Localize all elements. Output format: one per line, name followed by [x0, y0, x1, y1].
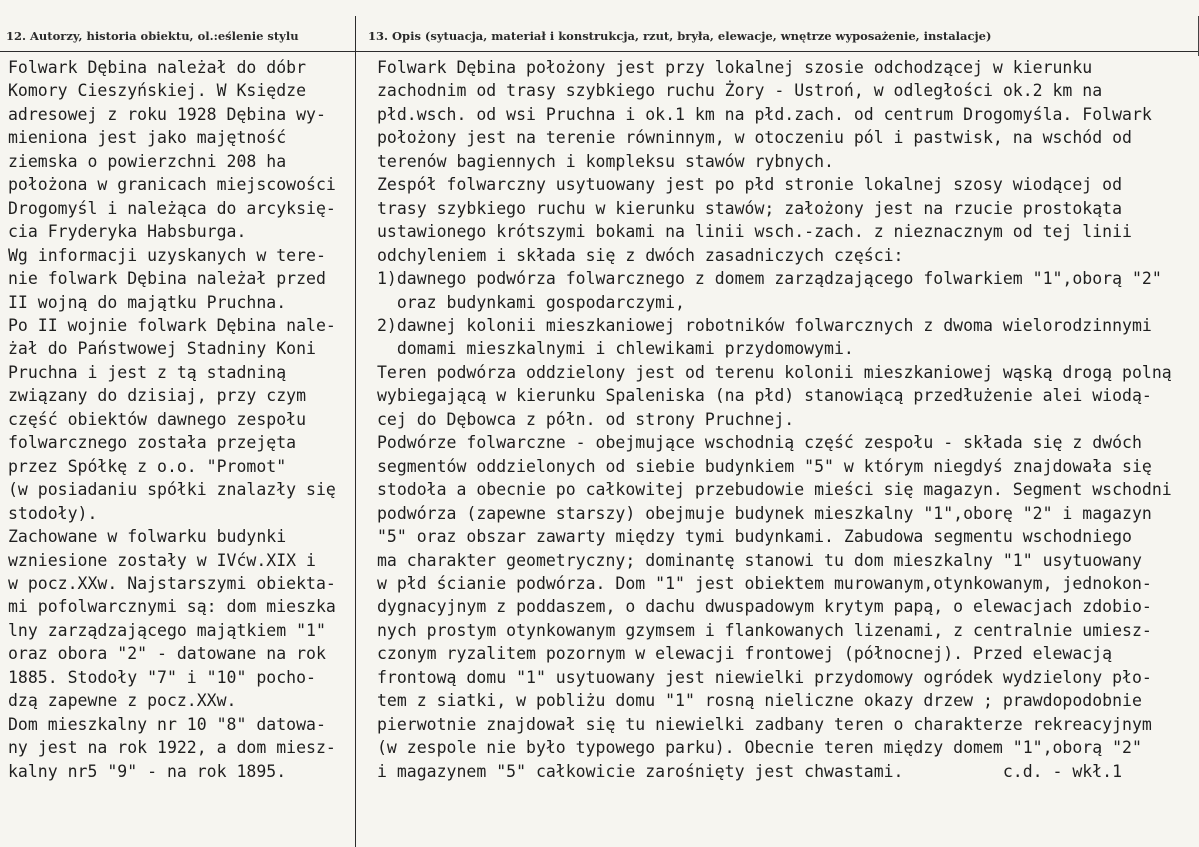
description-line: tem z siatki, w pobliżu domu "1" rosną nieliczne okazy drzew ; prawdopodobnie [377, 691, 1142, 711]
description-line: domami mieszkalnymi i chlewikami przydomowymi. [377, 339, 854, 359]
history-line: Po II wojnie folwark Dębina nale- [8, 315, 336, 335]
history-line: część obiektów dawnego zespołu [8, 409, 307, 429]
history-line: cia Fryderyka Habsburga. [8, 222, 247, 242]
description-line: zachodnim od trasy szybkiego ruchu Żory - Ustroń, w odległości ok.2 km na [377, 81, 1103, 101]
history-line: dzą zapewne z pocz.XXw. [8, 691, 237, 711]
description-line: "5" oraz obszar zawarty między tymi budynkami. Zabudowa segmentu wschodniego [377, 527, 1132, 547]
history-line: mi pofolwarcznymi są: dom mieszka [8, 597, 336, 617]
description-line: stodoła a obecnie po całkowitej przebudowie mieści się magazyn. Segment wschodni [377, 480, 1172, 500]
history-line: żał do Państwowej Stadniny Koni [8, 339, 316, 359]
history-line: Dom mieszkalny nr 10 "8" datowa- [8, 714, 326, 734]
description-line: płd.wsch. od wsi Pruchna i ok.1 km na płd.zach. od centrum Drogomyśla. Folwark [377, 104, 1152, 124]
description-line: i magazynem "5" całkowicie zarośnięty jest chwastami. c.d. - wkł.1 [377, 761, 1123, 781]
history-line: adresowej z roku 1928 Dębina wy- [8, 104, 326, 124]
description-body [377, 56, 1172, 783]
description-heading: 13. Opis (sytuacja, materiał i konstrukcja, rzut, bryła, elewacje, wnętrze wyposażenie, instalacje) [368, 29, 992, 43]
description-line: pierwotnie znajdował się tu niewielki zadbany teren o charakterze rekreacyjnym [377, 714, 1152, 734]
history-section [0, 0, 355, 847]
history-line: przez Spółkę z o.o. "Promot" [8, 456, 287, 476]
description-line: (w zespole nie było typowego parku). Obecnie teren między domem "1",oborą "2" [377, 738, 1142, 758]
description-line: 2)dawnej kolonii mieszkaniowej robotników folwarcznych z dwoma wielorodzinnymi [377, 315, 1152, 335]
description-line: terenów bagiennych i kompleksu stawów rybnych. [377, 151, 834, 171]
history-line: Komory Cieszyńskiej. W Księdze [8, 81, 307, 101]
history-line: folwarcznego została przejęta [8, 433, 297, 453]
description-line: cej do Dębowca z półn. od strony Pruchnej. [377, 409, 795, 429]
description-line: ustawionego krótszymi bokami na linii wsch.-zach. z nieznacznym od tej linii [377, 222, 1132, 242]
column-divider [355, 16, 356, 847]
description-line: Teren podwórza oddzielony jest od terenu kolonii mieszkaniowej wąską drogą polną [377, 362, 1172, 382]
history-line: II wojną do majątku Pruchna. [8, 292, 287, 312]
history-line: kalny nr5 "9" - na rok 1895. [8, 761, 287, 781]
history-line: Pruchna i jest z tą stadniną [8, 362, 287, 382]
history-line: lny zarządzającego majątkiem "1" [8, 620, 326, 640]
history-line: mieniona jest jako majętność [8, 128, 287, 148]
description-line: nych prostym otynkowanym gzymsem i flankowanych lizenami, z centralnie umiesz- [377, 620, 1152, 640]
history-body [8, 56, 336, 783]
description-line: czonym ryzalitem pozornym w elewacji frontowej (północnej). Przed elewacją [377, 644, 1113, 664]
history-line: ny jest na rok 1922, a dom miesz- [8, 738, 336, 758]
description-line: Folwark Dębina położony jest przy lokalnej szosie odchodzącej w kierunku [377, 58, 1093, 77]
history-line: Zachowane w folwarku budynki [8, 527, 287, 547]
history-line: 1885. Stodoły "7" i "10" pocho- [8, 667, 316, 687]
description-line: 1)dawnego podwórza folwarcznego z domem zarządzającego folwarkiem "1",oborą "2" [377, 269, 1162, 289]
history-line: związany do dzisiaj, przy czym [8, 386, 307, 406]
description-line: w płd ścianie podwórza. Dom "1" jest obiektem murowanym,otynkowanym, jednokon- [377, 573, 1152, 593]
history-line: (w posiadaniu spółki znalazły się [8, 480, 336, 500]
history-heading: 12. Autorzy, historia obiektu, ol.:eślenie stylu [6, 29, 299, 43]
description-line: odchyleniem i składa się z dwóch zasadniczych części: [377, 245, 904, 265]
history-line: w pocz.XXw. Najstarszymi obiekta- [8, 573, 336, 593]
description-line: dygnacyjnym z poddaszem, o dachu dwuspadowym krytym papą, o elewacjach zdobio- [377, 597, 1152, 617]
history-line: położona w granicach miejscowości [8, 175, 336, 195]
description-line: Zespół folwarczny usytuowany jest po płd stronie lokalnej szosy wiodącej od [377, 175, 1123, 195]
description-line: oraz budynkami gospodarczymi, [377, 292, 685, 312]
history-line: nie folwark Dębina należał przed [8, 269, 326, 289]
history-line: wzniesione zostały w IVćw.XIX i [8, 550, 316, 570]
history-line: Drogomyśl i należąca do arcyksię- [8, 198, 336, 218]
description-line: położony jest na terenie równinnym, w otoczeniu pól i pastwisk, na wschód od [377, 128, 1132, 148]
description-line: Podwórze folwarczne - obejmujące wschodnią część zespołu - składa się z dwóch [377, 433, 1142, 453]
description-line: podwórza (zapewne starszy) obejmuje budynek mieszkalny "1",oborę "2" i magazyn [377, 503, 1152, 523]
history-line: Folwark Dębina należał do dóbr [8, 58, 307, 77]
description-line: ma charakter geometryczny; dominantę stanowi tu dom mieszkalny "1" usytuowany [377, 550, 1142, 570]
history-line: oraz obora "2" - datowane na rok [8, 644, 326, 664]
history-line: ziemska o powierzchni 208 ha [8, 151, 287, 171]
history-line: Wg informacji uzyskanych w tere- [8, 245, 326, 265]
description-line: trasy szybkiego ruchu w kierunku stawów; założony jest na rzucie prostokąta [377, 198, 1123, 218]
description-line: wybiegającą w kierunku Spaleniska (na płd) stanowiącą przedłużenie alei wiodą- [377, 386, 1152, 406]
description-section [357, 0, 1199, 847]
description-line: frontową domu "1" usytuowany jest niewielki przydomowy ogródek wydzielony pło- [377, 667, 1152, 687]
history-line: stodoły). [8, 503, 98, 523]
description-line: segmentów oddzielonych od siebie budynkiem "5" w którym niegdyś znajdowała się [377, 456, 1152, 476]
